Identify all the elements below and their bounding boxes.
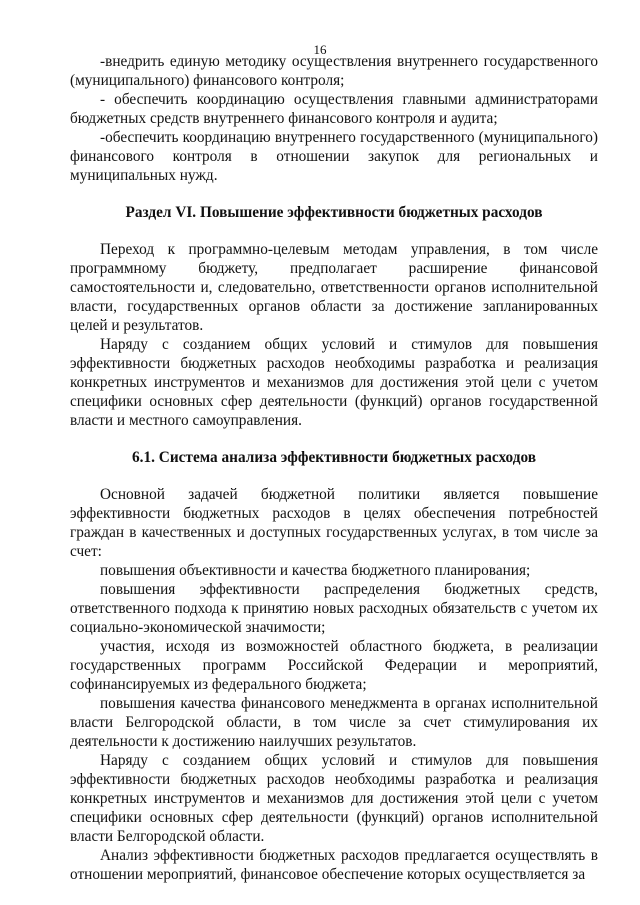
list-item: повышения эффективности распределения бюджетных средств, ответственного подхода к принятию новых расходных обязательств с учетом их социально-экономической значимости;: [70, 581, 598, 636]
paragraph: Наряду с созданием общих условий и стимулов для повышения эффективности бюджетных расходов необходимы разработка и реализация конкретных инструментов и механизмов для достижения этой цели с учетом специфики основных сфер деятельности (функций) органов исполнительной власти Белгородской области.: [70, 752, 598, 845]
section-heading: Раздел VI. Повышение эффективности бюджетных расходов: [125, 204, 543, 221]
paragraph: Анализ эффективности бюджетных расходов предлагается осуществлять в отношении мероприятий, финансовое обеспечение которых осуществляется за: [70, 847, 598, 883]
subsection-heading: 6.1. Система анализа эффективности бюджетных расходов: [132, 449, 536, 466]
paragraph: Переход к программно-целевым методам управления, в том числе программному бюджету, предполагает расширение финансовой самостоятельности и, следовательно, ответственности органов исполнительной власти, государственных органов области за достижение запланированных целей и результатов.: [70, 241, 598, 334]
paragraph: Основной задачей бюджетной политики является повышение эффективности бюджетных расходов в целях обеспечения потребностей граждан в качественных и доступных государственных услугах, в том числе за счет:: [70, 486, 598, 560]
document-body: [70, 52, 598, 884]
list-item: повышения объективности и качества бюджетного планирования;: [100, 562, 531, 579]
page-number: 16: [313, 42, 327, 57]
list-item: участия, исходя из возможностей областного бюджета, в реализации государственных программ Российской Федерации и мероприятий, софинансируемых из федерального бюджета;: [70, 638, 598, 693]
intro-item: - обеспечить координацию осуществления главными администраторами бюджетных средств внутреннего финансового контроля и аудита;: [70, 91, 598, 127]
intro-item: -обеспечить координацию внутреннего государственного (муниципального) финансового контроля в отношении закупок для региональных и муниципальных нужд.: [70, 129, 598, 184]
list-item: повышения качества финансового менеджмента в органах исполнительной власти Белгородской области, в том числе за счет стимулирования их деятельности к достижению наилучших результатов.: [70, 695, 598, 750]
paragraph: Наряду с созданием общих условий и стимулов для повышения эффективности бюджетных расходов необходимы разработка и реализация конкретных инструментов и механизмов для достижения этой цели с учетом специфики основных сфер деятельности (функций) органов государственной власти и местного самоуправления.: [70, 336, 598, 429]
intro-item: -внедрить единую методику осуществления внутреннего государственного (муниципального) финансового контроля;: [70, 53, 598, 89]
